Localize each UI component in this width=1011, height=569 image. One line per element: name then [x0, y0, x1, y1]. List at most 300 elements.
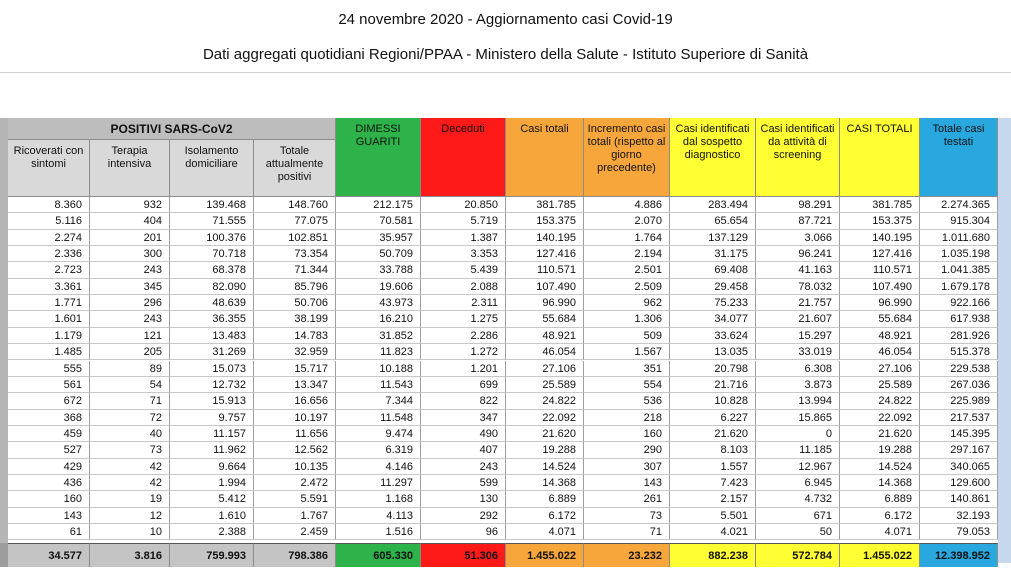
cell-isolamento: 15.913: [170, 393, 254, 409]
cell-dimessi-guariti: 1.168: [336, 491, 421, 507]
total-isolamento: 759.993: [170, 543, 254, 567]
cell-isolamento: 1.994: [170, 475, 254, 491]
table-row: [0, 393, 1011, 409]
cell-sospetto-diagnostico: 2.157: [670, 491, 756, 507]
cell-dimessi-guariti: 50.709: [336, 246, 421, 262]
table-row: [0, 246, 1011, 262]
cell-totale-positivi: 15.717: [254, 361, 336, 377]
cell-casi-totali-2: 6.172: [840, 508, 920, 524]
cell-casi-totali: 19.288: [506, 442, 584, 458]
cell-casi-totali-2: 127.416: [840, 246, 920, 262]
cell-screening: 6.308: [756, 361, 840, 377]
cell-incremento: 351: [584, 361, 670, 377]
col-header-sospetto-diagnostico: Casi identificati dal sospetto diagnostico: [670, 118, 756, 197]
col-header-dimessi-guariti: DIMESSI GUARITI: [336, 118, 421, 197]
cell-isolamento: 11.157: [170, 426, 254, 442]
cell-casi-testati: 340.065: [920, 459, 998, 475]
cell-ricoverati: 527: [8, 442, 90, 458]
cell-ricoverati: 1.179: [8, 328, 90, 344]
total-casi-testati: 12.398.952: [920, 543, 998, 567]
cell-terapia-intensiva: 243: [90, 311, 170, 327]
cell-incremento: 536: [584, 393, 670, 409]
cell-dimessi-guariti: 31.852: [336, 328, 421, 344]
cell-casi-totali-2: 96.990: [840, 295, 920, 311]
cell-screening: 78.032: [756, 279, 840, 295]
cell-deceduti: 699: [421, 377, 506, 393]
cell-sospetto-diagnostico: 6.227: [670, 410, 756, 426]
cell-casi-totali-2: 381.785: [840, 197, 920, 213]
cell-sospetto-diagnostico: 20.798: [670, 361, 756, 377]
total-incremento: 23.232: [584, 543, 670, 567]
cell-isolamento: 9.664: [170, 459, 254, 475]
cell-casi-totali: 55.684: [506, 311, 584, 327]
cell-sospetto-diagnostico: 31.175: [670, 246, 756, 262]
cell-casi-totali: 14.368: [506, 475, 584, 491]
cell-terapia-intensiva: 73: [90, 442, 170, 458]
cell-casi-testati: 1.679.178: [920, 279, 998, 295]
cell-deceduti: 1.387: [421, 230, 506, 246]
cell-dimessi-guariti: 4.113: [336, 508, 421, 524]
cell-deceduti: 5.719: [421, 213, 506, 229]
cell-isolamento: 100.376: [170, 230, 254, 246]
cell-sospetto-diagnostico: 4.021: [670, 524, 756, 540]
total-deceduti: 51.306: [421, 543, 506, 567]
cell-screening: 3.873: [756, 377, 840, 393]
cell-terapia-intensiva: 12: [90, 508, 170, 524]
cell-deceduti: 292: [421, 508, 506, 524]
cell-incremento: 2.509: [584, 279, 670, 295]
cell-terapia-intensiva: 121: [90, 328, 170, 344]
cell-casi-totali: 4.071: [506, 524, 584, 540]
cell-casi-totali-2: 14.368: [840, 475, 920, 491]
cell-casi-totali-2: 19.288: [840, 442, 920, 458]
cell-casi-testati: 145.395: [920, 426, 998, 442]
cell-sospetto-diagnostico: 283.494: [670, 197, 756, 213]
cell-dimessi-guariti: 19.606: [336, 279, 421, 295]
cell-isolamento: 82.090: [170, 279, 254, 295]
cell-terapia-intensiva: 201: [90, 230, 170, 246]
cell-screening: 11.185: [756, 442, 840, 458]
cell-terapia-intensiva: 932: [90, 197, 170, 213]
cell-casi-testati: 1.035.198: [920, 246, 998, 262]
table-row: [0, 328, 1011, 344]
cell-ricoverati: 160: [8, 491, 90, 507]
cell-casi-totali-2: 110.571: [840, 262, 920, 278]
cell-sospetto-diagnostico: 1.557: [670, 459, 756, 475]
cell-ricoverati: 1.601: [8, 311, 90, 327]
cell-casi-totali: 24.822: [506, 393, 584, 409]
cell-totale-positivi: 2.459: [254, 524, 336, 540]
cell-casi-totali: 27.106: [506, 361, 584, 377]
cell-dimessi-guariti: 10.188: [336, 361, 421, 377]
col-header-isolamento: Isolamento domiciliare: [170, 140, 254, 197]
cell-casi-totali: 96.990: [506, 295, 584, 311]
cell-dimessi-guariti: 212.175: [336, 197, 421, 213]
cell-casi-totali-2: 153.375: [840, 213, 920, 229]
cell-casi-totali-2: 55.684: [840, 311, 920, 327]
cell-ricoverati: 61: [8, 524, 90, 540]
cell-totale-positivi: 11.656: [254, 426, 336, 442]
cell-casi-testati: 267.036: [920, 377, 998, 393]
cell-incremento: 261: [584, 491, 670, 507]
cell-deceduti: 822: [421, 393, 506, 409]
cell-isolamento: 48.639: [170, 295, 254, 311]
cell-totale-positivi: 50.706: [254, 295, 336, 311]
report-title: 24 novembre 2020 - Aggiornamento casi Covid-19: [338, 11, 673, 28]
cell-totale-positivi: 1.767: [254, 508, 336, 524]
total-ricoverati: 34.577: [8, 543, 90, 567]
col-header-screening: Casi identificati da attività di screening: [756, 118, 840, 197]
cell-casi-totali: 46.054: [506, 344, 584, 360]
total-screening: 572.784: [756, 543, 840, 567]
cell-sospetto-diagnostico: 137.129: [670, 230, 756, 246]
cell-screening: 98.291: [756, 197, 840, 213]
cell-deceduti: 599: [421, 475, 506, 491]
cell-deceduti: 2.311: [421, 295, 506, 311]
cell-deceduti: 2.286: [421, 328, 506, 344]
cell-isolamento: 5.412: [170, 491, 254, 507]
cell-casi-testati: 297.167: [920, 442, 998, 458]
cell-sospetto-diagnostico: 65.654: [670, 213, 756, 229]
cell-casi-testati: 32.193: [920, 508, 998, 524]
col-header-deceduti: Deceduti: [421, 118, 506, 197]
cell-incremento: 2.194: [584, 246, 670, 262]
cell-screening: 671: [756, 508, 840, 524]
cell-ricoverati: 1.771: [8, 295, 90, 311]
cell-casi-testati: 281.926: [920, 328, 998, 344]
cell-isolamento: 68.378: [170, 262, 254, 278]
cell-totale-positivi: 5.591: [254, 491, 336, 507]
cell-dimessi-guariti: 35.957: [336, 230, 421, 246]
total-sospetto-diagnostico: 882.238: [670, 543, 756, 567]
cell-dimessi-guariti: 11.823: [336, 344, 421, 360]
cell-sospetto-diagnostico: 21.620: [670, 426, 756, 442]
cell-ricoverati: 429: [8, 459, 90, 475]
table-row: [0, 311, 1011, 327]
col-header-totale-positivi: Totale attualmente positivi: [254, 140, 336, 197]
cell-deceduti: 243: [421, 459, 506, 475]
cell-dimessi-guariti: 6.319: [336, 442, 421, 458]
cell-casi-totali-2: 21.620: [840, 426, 920, 442]
total-dimessi-guariti: 605.330: [336, 543, 421, 567]
cell-incremento: 73: [584, 508, 670, 524]
cell-terapia-intensiva: 243: [90, 262, 170, 278]
cell-totale-positivi: 73.354: [254, 246, 336, 262]
cell-screening: 15.297: [756, 328, 840, 344]
cell-deceduti: 407: [421, 442, 506, 458]
cell-deceduti: 96: [421, 524, 506, 540]
cell-dimessi-guariti: 7.344: [336, 393, 421, 409]
cell-terapia-intensiva: 296: [90, 295, 170, 311]
total-terapia-intensiva: 3.816: [90, 543, 170, 567]
cell-screening: 6.945: [756, 475, 840, 491]
table-row: [0, 197, 1011, 213]
cell-ricoverati: 5.116: [8, 213, 90, 229]
cell-screening: 12.967: [756, 459, 840, 475]
cell-casi-testati: 515.378: [920, 344, 998, 360]
cell-sospetto-diagnostico: 75.233: [670, 295, 756, 311]
cell-casi-totali-2: 140.195: [840, 230, 920, 246]
cell-screening: 50: [756, 524, 840, 540]
cell-casi-totali-2: 107.490: [840, 279, 920, 295]
cell-casi-totali-2: 4.071: [840, 524, 920, 540]
cell-screening: 0: [756, 426, 840, 442]
group-header-positivi: POSITIVI SARS-CoV2: [8, 118, 336, 140]
cell-ricoverati: 8.360: [8, 197, 90, 213]
table-row: [0, 279, 1011, 295]
cell-casi-totali: 107.490: [506, 279, 584, 295]
cell-screening: 4.732: [756, 491, 840, 507]
cell-deceduti: 1.201: [421, 361, 506, 377]
cell-casi-totali: 140.195: [506, 230, 584, 246]
cell-terapia-intensiva: 300: [90, 246, 170, 262]
cell-incremento: 554: [584, 377, 670, 393]
cell-sospetto-diagnostico: 5.501: [670, 508, 756, 524]
cell-dimessi-guariti: 43.973: [336, 295, 421, 311]
cell-casi-testati: 217.537: [920, 410, 998, 426]
cell-totale-positivi: 38.199: [254, 311, 336, 327]
total-casi-totali: 1.455.022: [506, 543, 584, 567]
cell-ricoverati: 459: [8, 426, 90, 442]
cell-ricoverati: 143: [8, 508, 90, 524]
cell-screening: 15.865: [756, 410, 840, 426]
col-header-ricoverati: Ricoverati con sintomi: [8, 140, 90, 197]
cell-terapia-intensiva: 54: [90, 377, 170, 393]
cell-totale-positivi: 14.783: [254, 328, 336, 344]
cell-isolamento: 36.355: [170, 311, 254, 327]
report-header: [0, 0, 1011, 73]
cell-dimessi-guariti: 9.474: [336, 426, 421, 442]
cell-screening: 41.163: [756, 262, 840, 278]
cell-incremento: 71: [584, 524, 670, 540]
cell-deceduti: 490: [421, 426, 506, 442]
cell-casi-totali-2: 22.092: [840, 410, 920, 426]
cell-deceduti: 1.275: [421, 311, 506, 327]
cell-terapia-intensiva: 71: [90, 393, 170, 409]
cell-casi-testati: 617.938: [920, 311, 998, 327]
cell-isolamento: 11.962: [170, 442, 254, 458]
cell-dimessi-guariti: 70.581: [336, 213, 421, 229]
cell-dimessi-guariti: 4.146: [336, 459, 421, 475]
total-totale-positivi: 798.386: [254, 543, 336, 567]
cell-incremento: 1.306: [584, 311, 670, 327]
cell-casi-totali: 127.416: [506, 246, 584, 262]
cell-isolamento: 15.073: [170, 361, 254, 377]
cell-casi-totali: 153.375: [506, 213, 584, 229]
cell-incremento: 160: [584, 426, 670, 442]
cell-sospetto-diagnostico: 34.077: [670, 311, 756, 327]
cell-totale-positivi: 10.135: [254, 459, 336, 475]
table-row: [0, 377, 1011, 393]
table-row: [0, 213, 1011, 229]
cell-deceduti: 347: [421, 410, 506, 426]
cell-totale-positivi: 32.959: [254, 344, 336, 360]
cell-ricoverati: 2.723: [8, 262, 90, 278]
cell-casi-testati: 1.011.680: [920, 230, 998, 246]
cell-casi-testati: 2.274.365: [920, 197, 998, 213]
cell-incremento: 509: [584, 328, 670, 344]
cell-totale-positivi: 13.347: [254, 377, 336, 393]
cell-ricoverati: 436: [8, 475, 90, 491]
cell-totale-positivi: 102.851: [254, 230, 336, 246]
cell-deceduti: 5.439: [421, 262, 506, 278]
cell-dimessi-guariti: 16.210: [336, 311, 421, 327]
cell-incremento: 4.886: [584, 197, 670, 213]
cell-ricoverati: 2.336: [8, 246, 90, 262]
cell-casi-totali: 110.571: [506, 262, 584, 278]
table-row: [0, 491, 1011, 507]
table-row: [0, 459, 1011, 475]
cell-casi-totali: 381.785: [506, 197, 584, 213]
cell-isolamento: 31.269: [170, 344, 254, 360]
cell-sospetto-diagnostico: 69.408: [670, 262, 756, 278]
cell-sospetto-diagnostico: 7.423: [670, 475, 756, 491]
cell-screening: 21.607: [756, 311, 840, 327]
cell-casi-testati: 915.304: [920, 213, 998, 229]
cell-screening: 3.066: [756, 230, 840, 246]
cell-incremento: 143: [584, 475, 670, 491]
cell-terapia-intensiva: 42: [90, 459, 170, 475]
table-row: [0, 344, 1011, 360]
cell-isolamento: 9.757: [170, 410, 254, 426]
cell-screening: 87.721: [756, 213, 840, 229]
table-row: [0, 262, 1011, 278]
table-row: [0, 295, 1011, 311]
cell-deceduti: 3.353: [421, 246, 506, 262]
cell-incremento: 307: [584, 459, 670, 475]
cell-incremento: 1.764: [584, 230, 670, 246]
cell-casi-testati: 922.166: [920, 295, 998, 311]
cell-sospetto-diagnostico: 33.624: [670, 328, 756, 344]
cell-terapia-intensiva: 42: [90, 475, 170, 491]
cell-terapia-intensiva: 404: [90, 213, 170, 229]
cell-sospetto-diagnostico: 29.458: [670, 279, 756, 295]
cell-casi-totali: 14.524: [506, 459, 584, 475]
cell-casi-totali-2: 25.589: [840, 377, 920, 393]
cell-isolamento: 1.610: [170, 508, 254, 524]
cell-casi-totali-2: 48.921: [840, 328, 920, 344]
col-header-casi-totali: Casi totali: [506, 118, 584, 197]
cell-dimessi-guariti: 11.297: [336, 475, 421, 491]
cell-totale-positivi: 2.472: [254, 475, 336, 491]
cell-screening: 21.757: [756, 295, 840, 311]
cell-incremento: 962: [584, 295, 670, 311]
table-row: [0, 361, 1011, 377]
cell-isolamento: 70.718: [170, 246, 254, 262]
cell-totale-positivi: 10.197: [254, 410, 336, 426]
cell-incremento: 218: [584, 410, 670, 426]
cell-deceduti: 2.088: [421, 279, 506, 295]
cell-terapia-intensiva: 40: [90, 426, 170, 442]
cell-dimessi-guariti: 1.516: [336, 524, 421, 540]
cell-dimessi-guariti: 33.788: [336, 262, 421, 278]
cell-casi-totali: 48.921: [506, 328, 584, 344]
cell-casi-totali: 21.620: [506, 426, 584, 442]
table-row: [0, 426, 1011, 442]
cell-totale-positivi: 148.760: [254, 197, 336, 213]
cell-casi-totali: 6.889: [506, 491, 584, 507]
cell-deceduti: 20.850: [421, 197, 506, 213]
cell-screening: 13.994: [756, 393, 840, 409]
cell-casi-testati: 229.538: [920, 361, 998, 377]
table-row: [0, 410, 1011, 426]
cell-terapia-intensiva: 19: [90, 491, 170, 507]
cell-terapia-intensiva: 72: [90, 410, 170, 426]
cell-terapia-intensiva: 345: [90, 279, 170, 295]
cell-casi-testati: 79.053: [920, 524, 998, 540]
cell-incremento: 2.070: [584, 213, 670, 229]
cell-sospetto-diagnostico: 10.828: [670, 393, 756, 409]
cell-terapia-intensiva: 89: [90, 361, 170, 377]
cell-totale-positivi: 77.075: [254, 213, 336, 229]
cell-totale-positivi: 16.656: [254, 393, 336, 409]
table-row: [0, 508, 1011, 524]
cell-terapia-intensiva: 10: [90, 524, 170, 540]
cell-casi-totali: 6.172: [506, 508, 584, 524]
cell-incremento: 290: [584, 442, 670, 458]
cell-ricoverati: 672: [8, 393, 90, 409]
cell-casi-totali: 25.589: [506, 377, 584, 393]
cell-totale-positivi: 71.344: [254, 262, 336, 278]
cell-totale-positivi: 85.796: [254, 279, 336, 295]
report-subtitle: Dati aggregati quotidiani Regioni/PPAA - Ministero della Salute - Istituto Superiore di Sanità: [202, 46, 809, 63]
cell-incremento: 1.567: [584, 344, 670, 360]
cell-screening: 33.019: [756, 344, 840, 360]
totals-row-stub: [0, 543, 8, 567]
cell-sospetto-diagnostico: 21.716: [670, 377, 756, 393]
cell-isolamento: 13.483: [170, 328, 254, 344]
cell-ricoverati: 3.361: [8, 279, 90, 295]
table-row: [0, 442, 1011, 458]
cell-casi-testati: 225.989: [920, 393, 998, 409]
cell-ricoverati: 555: [8, 361, 90, 377]
cell-casi-totali-2: 46.054: [840, 344, 920, 360]
cell-sospetto-diagnostico: 13.035: [670, 344, 756, 360]
cell-deceduti: 1.272: [421, 344, 506, 360]
cell-dimessi-guariti: 11.548: [336, 410, 421, 426]
table-row: [0, 524, 1011, 540]
cell-screening: 96.241: [756, 246, 840, 262]
cell-casi-totali-2: 6.889: [840, 491, 920, 507]
cell-incremento: 2.501: [584, 262, 670, 278]
cell-ricoverati: 561: [8, 377, 90, 393]
col-header-terapia-intensiva: Terapia intensiva: [90, 140, 170, 197]
cell-terapia-intensiva: 205: [90, 344, 170, 360]
cell-totale-positivi: 12.562: [254, 442, 336, 458]
cell-casi-testati: 129.600: [920, 475, 998, 491]
cell-ricoverati: 1.485: [8, 344, 90, 360]
cell-casi-testati: 140.861: [920, 491, 998, 507]
cell-isolamento: 71.555: [170, 213, 254, 229]
col-header-casi-testati: Totale casi testati: [920, 118, 998, 197]
cell-casi-totali-2: 14.524: [840, 459, 920, 475]
cell-dimessi-guariti: 11.543: [336, 377, 421, 393]
cell-casi-totali-2: 24.822: [840, 393, 920, 409]
cell-ricoverati: 368: [8, 410, 90, 426]
cell-casi-totali: 22.092: [506, 410, 584, 426]
cell-deceduti: 130: [421, 491, 506, 507]
cell-isolamento: 2.388: [170, 524, 254, 540]
cell-casi-totali-2: 27.106: [840, 361, 920, 377]
total-casi-totali-2: 1.455.022: [840, 543, 920, 567]
cell-ricoverati: 2.274: [8, 230, 90, 246]
table-row: [0, 475, 1011, 491]
col-header-incremento: Incremento casi totali (rispetto al giorno precedente): [584, 118, 670, 197]
cell-sospetto-diagnostico: 8.103: [670, 442, 756, 458]
cell-isolamento: 139.468: [170, 197, 254, 213]
cell-casi-testati: 1.041.385: [920, 262, 998, 278]
col-header-casi-totali-2: CASI TOTALI: [840, 118, 920, 197]
